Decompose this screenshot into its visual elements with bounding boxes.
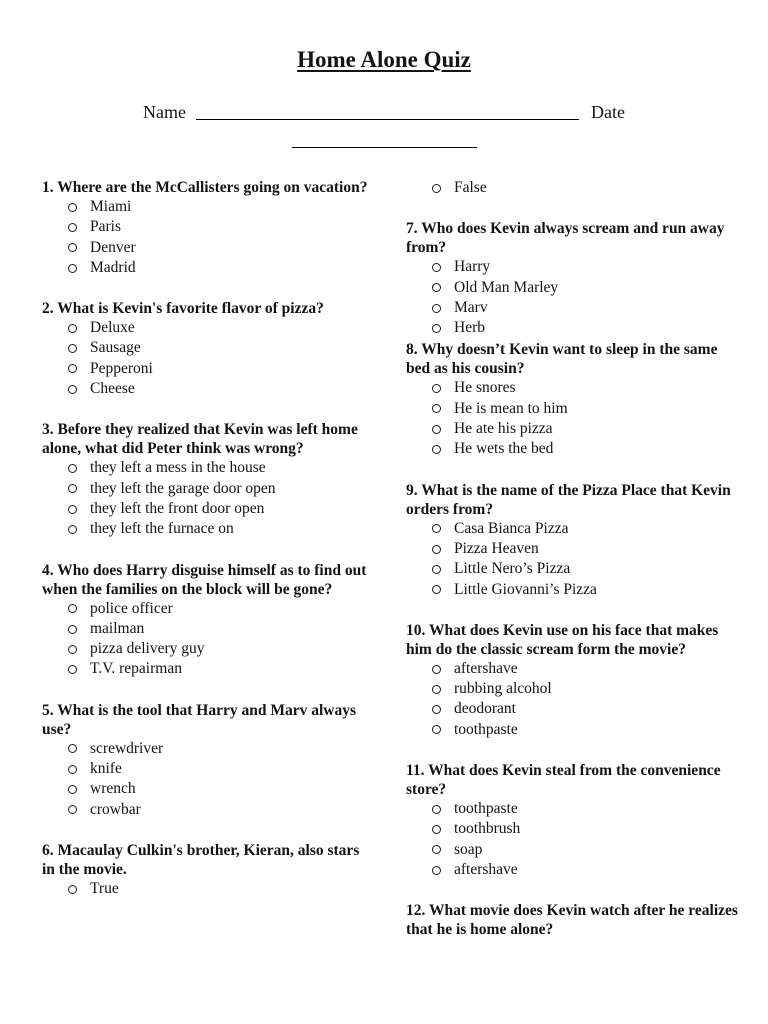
question-text: 4. Who does Harry disguise himself as to find out when the families on the block will be gone? [42, 561, 367, 598]
name-label: Name [143, 102, 186, 122]
answer-option [406, 439, 740, 459]
answer-option [42, 879, 376, 899]
answer-option [406, 580, 740, 600]
question-block [42, 178, 376, 278]
radio-bullet-icon [432, 263, 441, 272]
answer-option [42, 379, 376, 399]
radio-bullet-icon [432, 425, 441, 434]
answer-option [406, 799, 740, 819]
answer-option-label: screwdriver [90, 739, 164, 757]
answer-option [42, 258, 376, 278]
answer-option-label: Cheese [90, 380, 135, 398]
answer-option-label: rubbing alcohol [454, 680, 552, 698]
answer-option [42, 318, 376, 338]
radio-bullet-icon [68, 243, 77, 252]
radio-bullet-icon [68, 385, 77, 394]
question-block [406, 761, 740, 880]
question-text: 5. What is the tool that Harry and Marv always use? [42, 701, 357, 738]
answer-option-label: Deluxe [90, 319, 135, 337]
question-text: 9. What is the name of the Pizza Place that Kevin orders from? [406, 481, 731, 518]
radio-bullet-icon [432, 565, 441, 574]
answer-option-label: False [454, 179, 487, 196]
answer-option-label: Casa Bianca Pizza [454, 519, 569, 537]
radio-bullet-icon [68, 665, 77, 674]
answer-option [406, 819, 740, 839]
radio-bullet-icon [68, 625, 77, 634]
answer-option [406, 298, 740, 318]
answer-option [42, 338, 376, 358]
question-block [42, 701, 376, 820]
answer-option-label: True [90, 879, 119, 897]
question-text: 3. Before they realized that Kevin was left home alone, what did Peter think was wrong? [42, 421, 358, 458]
answer-option [406, 539, 740, 559]
question-block [42, 420, 376, 539]
answer-option-label: He snores [454, 379, 516, 397]
answer-option-label: soap [454, 840, 483, 858]
answer-option [42, 599, 376, 619]
radio-bullet-icon [432, 585, 441, 594]
answer-option-label: Old Man Marley [454, 278, 559, 296]
quiz-columns [42, 178, 740, 960]
question-text: 12. What movie does Kevin watch after he realizes that he is home alone? [406, 902, 738, 939]
answer-option [406, 378, 740, 398]
name-date-row [143, 100, 625, 124]
answer-option [42, 739, 376, 759]
answer-option-label: wrench [90, 780, 136, 798]
answer-option-label: He is mean to him [454, 399, 568, 417]
radio-bullet-icon [68, 324, 77, 333]
radio-bullet-icon [68, 464, 77, 473]
answer-option [42, 659, 376, 679]
answer-option-label: Marv [454, 298, 488, 316]
radio-bullet-icon [432, 404, 441, 413]
answer-option-label: knife [90, 760, 122, 778]
radio-bullet-icon [68, 505, 77, 514]
question-text: 2. What is Kevin's favorite flavor of pizza? [42, 300, 324, 318]
answer-option [406, 559, 740, 579]
answer-option-label: Little Nero’s Pizza [454, 560, 571, 578]
answer-option [406, 679, 740, 699]
radio-bullet-icon [432, 866, 441, 875]
radio-bullet-icon [432, 384, 441, 393]
answer-option-label: Harry [454, 258, 491, 276]
answer-option-label: they left the furnace on [90, 520, 234, 538]
answer-option-label: Herb [454, 319, 485, 337]
answer-option-label: they left the front door open [90, 499, 265, 517]
answer-option [406, 699, 740, 719]
radio-bullet-icon [432, 283, 441, 292]
answer-option [406, 419, 740, 439]
answer-option [42, 639, 376, 659]
answer-option-label: aftershave [454, 659, 518, 677]
answer-option [42, 217, 376, 237]
radio-bullet-icon [68, 765, 77, 774]
question-block [406, 219, 740, 338]
radio-bullet-icon [432, 665, 441, 674]
radio-bullet-icon [68, 785, 77, 794]
radio-bullet-icon [68, 203, 77, 212]
answer-option [42, 499, 376, 519]
answer-option [406, 519, 740, 539]
answer-option-label: Sausage [90, 339, 141, 357]
radio-bullet-icon [432, 445, 441, 454]
answer-option [406, 860, 740, 880]
answer-option [406, 399, 740, 419]
radio-bullet-icon [432, 685, 441, 694]
question-block [406, 178, 740, 198]
name-blank-line [196, 118, 579, 120]
answer-option-label: He wets the bed [454, 440, 554, 458]
radio-bullet-icon [432, 545, 441, 554]
question-text: 6. Macaulay Culkin's brother, Kieran, also stars in the movie. [42, 841, 360, 878]
radio-bullet-icon [432, 805, 441, 814]
answer-option-label: they left the garage door open [90, 479, 276, 497]
radio-bullet-icon [68, 344, 77, 353]
answer-option-label: pizza delivery guy [90, 640, 205, 658]
radio-bullet-icon [68, 805, 77, 814]
answer-option [42, 197, 376, 217]
date-blank-line [292, 146, 477, 148]
radio-bullet-icon [68, 484, 77, 493]
radio-bullet-icon [68, 223, 77, 232]
answer-option [42, 619, 376, 639]
answer-option [42, 779, 376, 799]
answer-option [406, 178, 740, 198]
question-block [406, 481, 740, 600]
answer-option-label: Madrid [90, 258, 136, 276]
answer-option-label: crowbar [90, 800, 141, 818]
radio-bullet-icon [432, 725, 441, 734]
answer-option [406, 257, 740, 277]
answer-option-label: Pepperoni [90, 359, 153, 377]
answer-option [42, 359, 376, 379]
question-text: 1. Where are the McCallisters going on vacation? [42, 179, 368, 196]
answer-option-label: Miami [90, 198, 132, 215]
answer-option-label: He ate his pizza [454, 420, 553, 438]
answer-option-label: Denver [90, 238, 136, 256]
answer-option [406, 659, 740, 679]
radio-bullet-icon [68, 364, 77, 373]
answer-option [42, 238, 376, 258]
answer-option [42, 519, 376, 539]
answer-option [406, 318, 740, 338]
question-text: 8. Why doesn’t Kevin want to sleep in the same bed as his cousin? [406, 341, 718, 378]
answer-option-label: Pizza Heaven [454, 539, 539, 557]
question-block [406, 621, 740, 740]
radio-bullet-icon [432, 524, 441, 533]
answer-option-label: toothpaste [454, 720, 518, 738]
radio-bullet-icon [432, 825, 441, 834]
answer-option-label: police officer [90, 599, 173, 617]
question-block [42, 299, 376, 399]
radio-bullet-icon [68, 264, 77, 273]
answer-option-label: Little Giovanni’s Pizza [454, 580, 597, 598]
radio-bullet-icon [432, 705, 441, 714]
right-column [406, 178, 740, 960]
answer-option-label: toothpaste [454, 800, 518, 818]
radio-bullet-icon [432, 304, 441, 313]
question-block [42, 841, 376, 899]
radio-bullet-icon [68, 604, 77, 613]
radio-bullet-icon [68, 744, 77, 753]
radio-bullet-icon [432, 184, 441, 193]
question-block [406, 901, 740, 939]
answer-option [42, 479, 376, 499]
answer-option-label: T.V. repairman [90, 660, 182, 678]
answer-option-label: aftershave [454, 860, 518, 878]
answer-option [42, 458, 376, 478]
radio-bullet-icon [432, 324, 441, 333]
answer-option [406, 720, 740, 740]
question-text: 7. Who does Kevin always scream and run away from? [406, 220, 725, 257]
left-column [42, 178, 376, 960]
question-block [42, 561, 376, 680]
answer-option [406, 278, 740, 298]
radio-bullet-icon [68, 645, 77, 654]
answer-option-label: mailman [90, 619, 145, 637]
answer-option [406, 840, 740, 860]
question-text: 10. What does Kevin use on his face that makes him do the classic scream form the movie? [406, 621, 719, 658]
answer-option [42, 800, 376, 820]
question-text: 11. What does Kevin steal from the convenience store? [406, 762, 721, 799]
radio-bullet-icon [68, 525, 77, 534]
answer-option-label: Paris [90, 218, 121, 236]
answer-option-label: they left a mess in the house [90, 459, 266, 477]
document-title: Home Alone Quiz [297, 47, 471, 72]
radio-bullet-icon [432, 845, 441, 854]
radio-bullet-icon [68, 885, 77, 894]
answer-option [42, 759, 376, 779]
answer-option-label: toothbrush [454, 820, 521, 838]
answer-option-label: deodorant [454, 700, 516, 718]
date-label: Date [591, 102, 625, 122]
question-block [406, 340, 740, 459]
